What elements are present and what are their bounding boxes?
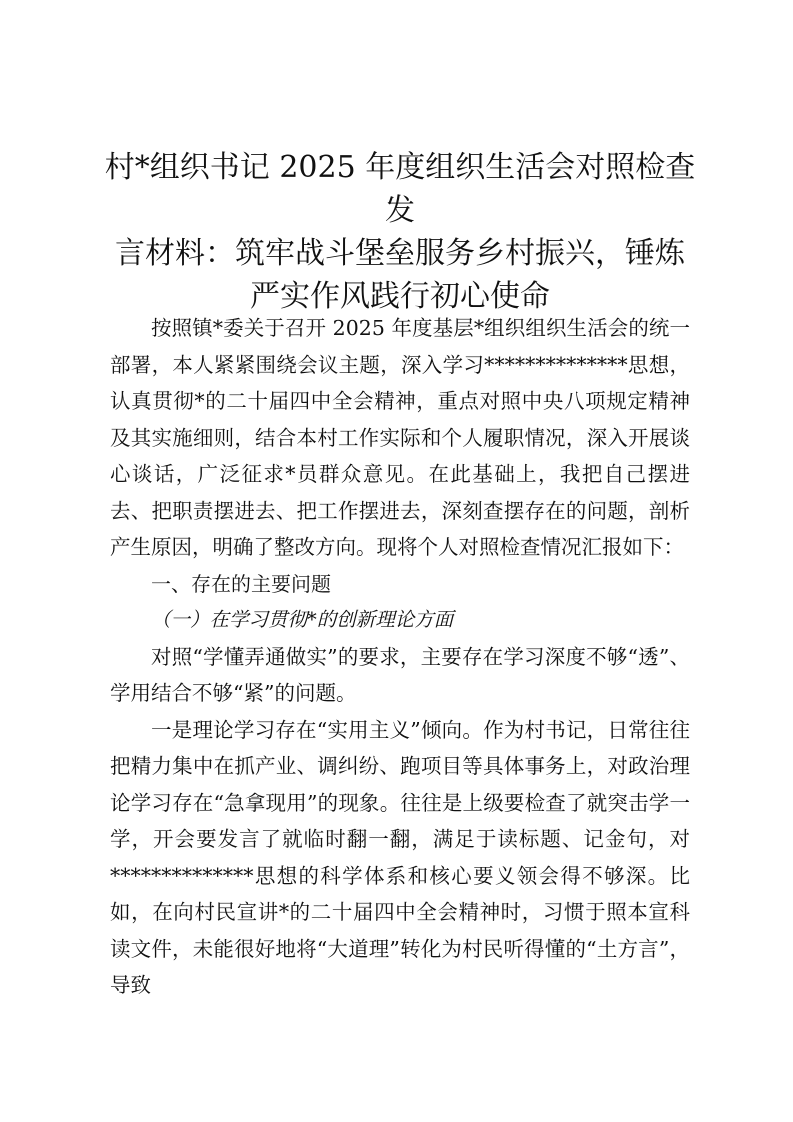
document-body — [110, 310, 690, 1004]
section-heading: 一、存在的主要问题 — [151, 571, 331, 596]
point-1-paragraph — [110, 712, 690, 1004]
title-line-1: 村*组织书记 2025 年度组织生活会对照检查发 — [104, 150, 696, 228]
title-line-3: 严实作风践行初心使命 — [250, 279, 550, 314]
point-1-lead: 一是 — [151, 717, 193, 742]
point-1-text: 理论学习存在“实用主义”倾向。作为村书记，日常往往把精力集中在抓产业、调纠纷、跑项目等具体事务上，对政治理论学习存在“急拿现用”的现象。往往是上级要检查了就突击学一学，开会要发言了就临时翻一翻，满足于读标题、记金句，对**************思想的科学体系和核心要义领会得不够深。比如，在向村民宣讲*的二十届四中全会精神时，习惯于照本宣科读文件，未能很好地将“大道理”转化为村民听得懂的“土方言”，导致 — [110, 717, 691, 997]
subsection-heading: （一）在学习贯彻*的创新理论方面 — [151, 608, 454, 631]
intro-paragraph: 按照镇*委关于召开 2025 年度基层*组织组织生活会的统一部署，本人紧紧围绕会议主题，深入学习**************思想，认真贯彻*的二十届四中全会精神，重点对照中央八项规定精神及其实施细则，结合本村工作实际和个人履职情况，深入开展谈心谈话，广泛征求*员群众意见。在此基础上，我把自己摆进去、把职责摆进去、把工作摆进去，深刻查摆存在的问题，剖析产生原因，明确了整改方向。现将个人对照检查情况汇报如下： — [110, 316, 690, 559]
title-line-2: 言材料：筑牢战斗堡垒服务乡村振兴，锤炼 — [115, 236, 685, 271]
document-title — [100, 146, 700, 318]
section-intro-paragraph: 对照“学懂弄通做实”的要求，主要存在学习深度不够“透”、学用结合不够“紧”的问题。 — [110, 644, 690, 705]
